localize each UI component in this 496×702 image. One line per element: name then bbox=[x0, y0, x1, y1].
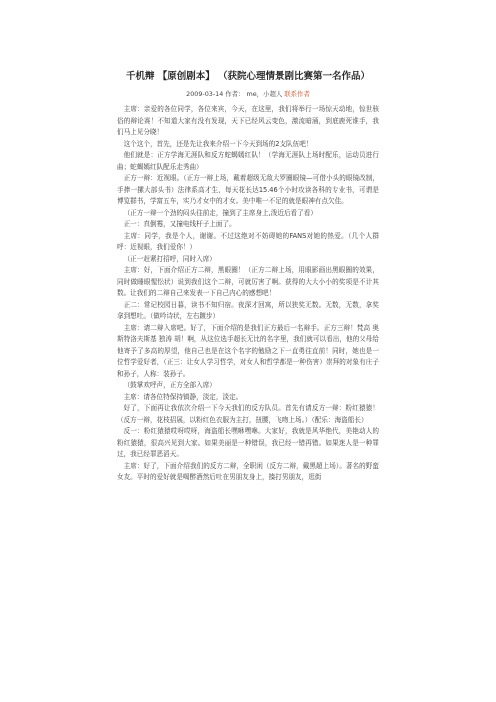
article-title: 千机辩 【原创剧本】 （获院心理情景剧比赛第一名作品） bbox=[125, 71, 371, 82]
paragraph: 主席：亲爱的各位同学，各位来宾，今天，在这里，我们将举行一场惊天动地，惊世骇俗的辩论赛！不知道大家有没有发现，天下已经风云变色，激流暗涌，到底鹿死谁手，我们马上见分晓！ bbox=[117, 105, 379, 136]
paragraph: （正一赶紧打招呼，同时入席） bbox=[123, 254, 216, 263]
paragraph: 主席：请二辩入席吧。好了，下面介绍的是我们正方最后一名辩手。正方三辩！梵高 奥斯特洛夫斯基 独涛 胡！啊，从这位选手超长无比的名字里，我们就可以看出，他的父母给他寄予了多高的厚望，他自己也是在这个名字的勉励之下一直勇往直前！同时，她也是一位哲学爱好者，（正三：让女人学习哲学，对女人和哲学都是一种伤害）崇拜的对象有庄子和孙子，人称：装孙子。 bbox=[117, 323, 379, 378]
date-author: 2009-03-14 作者： me，小超人 bbox=[186, 90, 283, 98]
paragraph: 正方一辩：近视眼。（正方一辩上场，戴着超级无敌大罗圈眼镜—可借小头的眼镜改制，手捧一摞大部头书）法律系高才生，每天花长达15.46个小时攻读各科的专业书，可谓是博览群书，学富五车，实乃才女中的才女。美中唯一不足的就是眼神有点欠佳。 bbox=[117, 174, 379, 205]
paragraph: 正一：真倒霉，又撞电线杆子上面了。 bbox=[123, 220, 236, 228]
paragraph: （正方一辩一个劲的闷头往前走，撞到了主席身上,泼近后看了看） bbox=[123, 208, 317, 217]
paragraph: 主席：好，下面介绍正方二辩，黑眼圈！（正方二辩上场，用眼影画出黑眼圈的效果，同时做睡眼惺忪状）说到我们这个二辩，可就厉害了啊。获得的大大小小的奖项是不计其数。让我们的二辩自己来发表一下自己内心的感想吧！ bbox=[117, 266, 379, 297]
paragraph: 这个这个，首先，还是先让我来介绍一下今天到场的2支队伍吧！ bbox=[123, 139, 313, 148]
paragraph: 主席：同学，我是个人，谢谢。不过这绝对不妨碍她的FANS对她的热爱。（几个人群呼：近视眼，我们爱你！） bbox=[117, 231, 379, 251]
paragraph: 好了，下面再让我依次介绍一下今天我们的反方队员。首先有请反方一辩：粉红猿猿！（反方一辩，花枝招展，以粉红色衣服为主打，扭腰，飞吻上场。）（配乐：海盗船长） bbox=[117, 404, 379, 424]
article-body bbox=[117, 104, 379, 484]
article-meta bbox=[0, 89, 496, 98]
paragraph: （鼓掌欢呼声，正方全部入席） bbox=[123, 381, 216, 389]
paragraph: 正二：常记校园日暮，读书不知归宿。夜深才回寓，所以狭奖无数。无数，无数，拿奖拿到想吐。（做吟诗状，左右踱步） bbox=[117, 300, 379, 320]
paragraph: 反一：粉红猿猿哎呀哎呀，海盗船长嘿咻嘿咻。大家好，我就是风华绝代，美艳动人的粉红猿猿，很高兴见到大家。如果美丽是一种错误，我已经一错再错。如果迷人是一种罪过，我已经罪恶滔天。 bbox=[117, 427, 379, 458]
paragraph: 他们就是：正方学海无涯队和反方蛇蝎嫣红队！（学海无涯队上场时配乐，运动员进行曲；蛇蝎嫣红队配乐走秀曲） bbox=[117, 151, 379, 171]
paragraph: 主席：请各位特保持镇静，淡定，淡定。 bbox=[123, 392, 243, 401]
paragraph: 主席：好了，下面介绍我们的反方二辩，全职闲（反方二辩，戴黑超上场）。著名的野蛮女友。平时的爱好就是喝醉酒然后吐在男朋友身上，揍打男朋友，逛街 bbox=[117, 461, 379, 481]
contact-author-link[interactable]: 联系作者 bbox=[284, 90, 310, 98]
